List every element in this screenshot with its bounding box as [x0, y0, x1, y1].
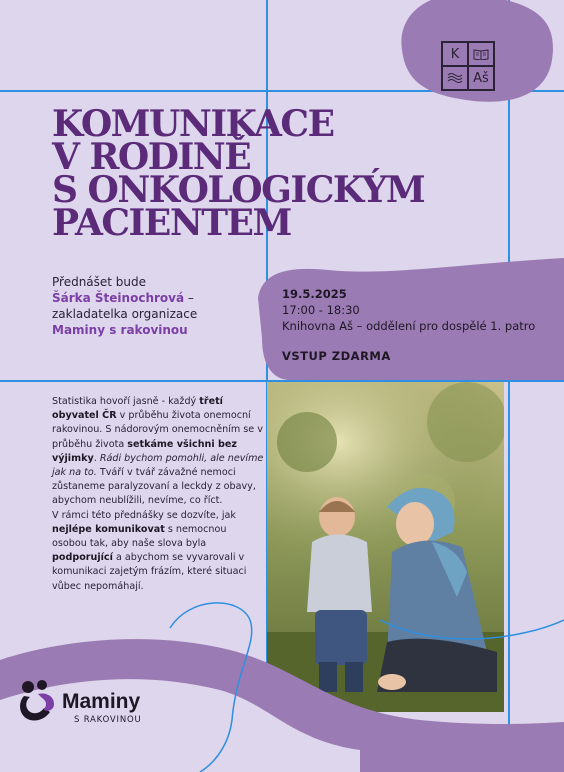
book-icon	[468, 42, 494, 66]
body-text	[52, 395, 264, 594]
brand-subtitle: S RAKOVINOU	[74, 715, 142, 725]
title-line-1: KOMUNIKACE	[52, 103, 334, 145]
body-paragraph-1: Statistika hovoří jasně - každý třetí obyvatel ČR v průběhu života onemocní rakovinou. S nádorovým onemocněním se v průběhu života setkáme všichni bez výjimky. Rádi bychom pomohli, ale nevíme jak na to. Tváří v tvář závažné nemoci zůstaneme paralyzovaní a leckdy z obavy, abychom neublížili, nevíme, co říct.	[52, 396, 264, 507]
title-line-2: V RODINĚ	[52, 136, 251, 178]
event-place: Knihovna Aš – oddělení pro dospělé 1. patro	[282, 319, 536, 333]
presenter-name: Šárka Šteinochrová	[52, 291, 185, 305]
presenter-intro: Přednášet bude	[52, 275, 147, 289]
logo-letter-k: K	[442, 42, 468, 66]
event-date: 19.5.2025	[282, 287, 347, 301]
event-free-entry: VSTUP ZDARMA	[282, 349, 391, 363]
logo-letters-as: Aš	[468, 66, 494, 90]
body-paragraph-2: V rámci této přednášky se dozvíte, jak nejlépe komunikovat s nemocnou osobou tak, aby naše slova byla podporující a abychom se vyvarovali v komunikaci zajetým frázím, které situaci vůbec nepomáhají.	[52, 509, 247, 592]
bottom-shape	[0, 600, 564, 772]
maminy-logo-icon	[16, 678, 60, 724]
waves-icon	[442, 66, 468, 90]
event-time: 17:00 - 18:30	[282, 303, 360, 317]
title-line-3: S ONKOLOGICKÝM	[52, 169, 425, 211]
title-line-4: PACIENTEM	[52, 202, 291, 244]
presenter-dash: –	[184, 291, 194, 305]
brand-name: Maminy	[62, 690, 141, 713]
page-title	[52, 103, 472, 244]
presenter-info	[52, 274, 252, 338]
event-details	[282, 286, 562, 364]
presenter-org: Maminy s rakovinou	[52, 323, 188, 337]
library-logo	[441, 41, 495, 91]
presenter-role: zakladatelka organizace	[52, 307, 198, 321]
